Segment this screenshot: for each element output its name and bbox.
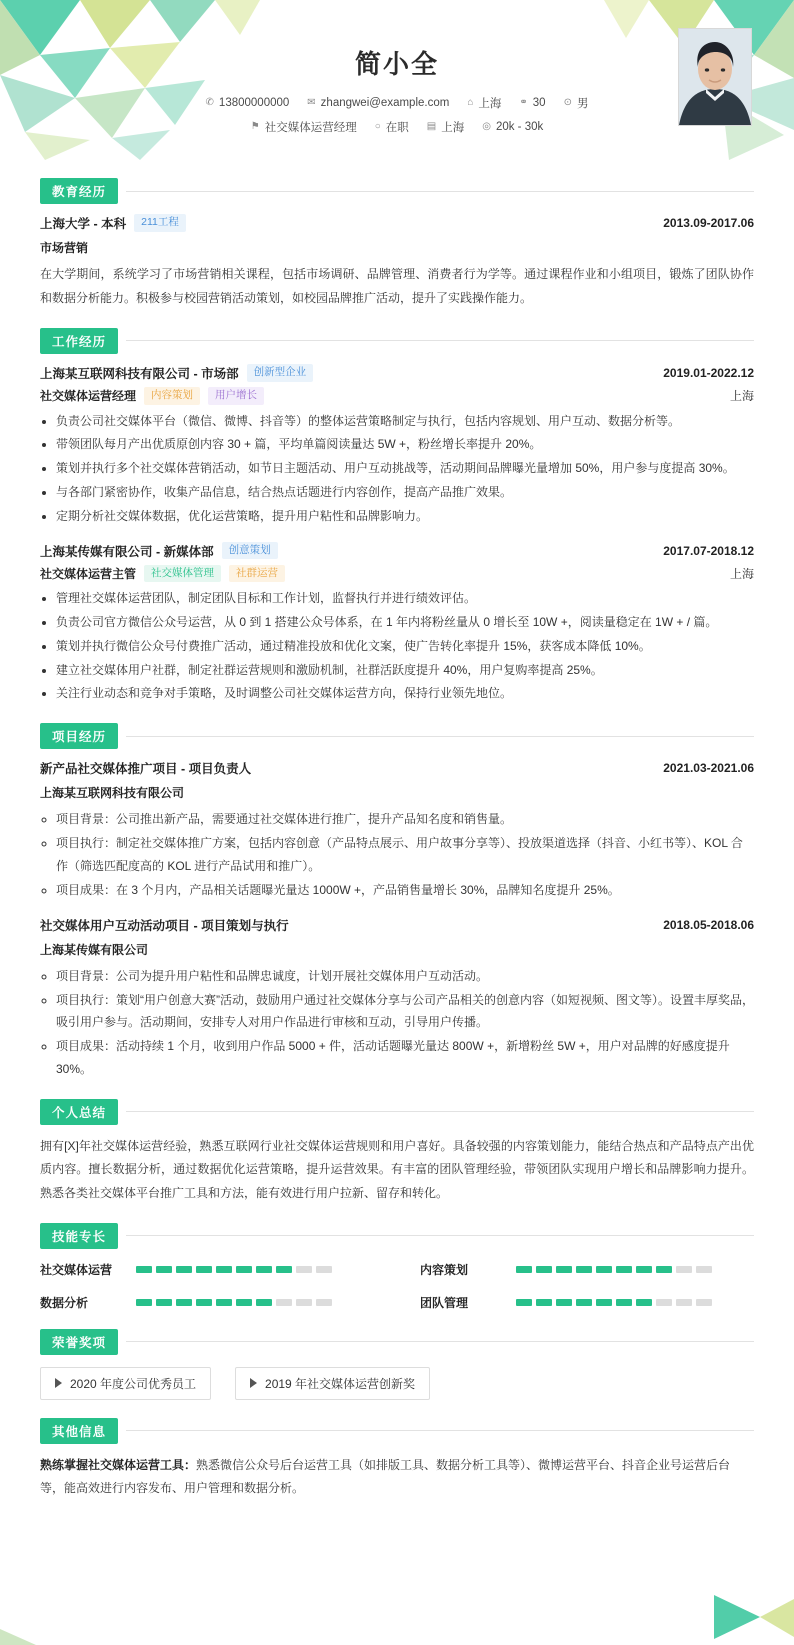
work-company-tag: 创新型企业 <box>247 364 314 382</box>
entry-heading-row <box>40 916 754 934</box>
skill-label: 社交媒体运营 <box>40 1262 113 1277</box>
section-title-project: 项目经历 <box>40 723 118 749</box>
page-title: 简小全 <box>354 49 439 79</box>
other-info-text: 熟悉微信公众号后台运营工具（如排版工具、数据分析工具等）、微博运营平台、抖音企业号运营后台等，能高效进行内容发布、用户管理和数据分析。 <box>40 1457 731 1496</box>
meta-hometown-value: 上海 <box>478 98 502 110</box>
education-major: 市场营销 <box>40 241 89 255</box>
award-label: 2020 年度公司优秀员工 <box>70 1376 197 1391</box>
entry-role-row <box>40 387 754 405</box>
skill-item <box>420 1261 754 1278</box>
section-divider <box>126 1430 754 1431</box>
list-item: • 策划并执行多个社交媒体营销活动，如节日主题活动、用户互动挑战等，活动期间品牌曝光量增加 50%，用户参与度提高 30%。 <box>56 457 754 480</box>
section-title-other: 其他信息 <box>40 1418 118 1444</box>
education-description: 在大学期间，系统学习了市场营销相关课程，包括市场调研、品牌管理、消费者行为学等。通过课程作业和小组项目，锻炼了团队协作和数据分析能力。积极参与校园营销活动策划，如校园品牌推广活动，提升了实践操作能力。 <box>40 267 754 305</box>
section-header-work <box>40 328 754 354</box>
play-triangle-icon <box>55 1378 62 1388</box>
section-title-work: 工作经历 <box>40 328 118 354</box>
work-date: 2017.07-2018.12 <box>663 543 754 558</box>
mail-icon: ✉ <box>307 97 316 108</box>
meta-email <box>307 97 449 109</box>
list-item: • 策划并执行微信公众号付费推广活动，通过精准投放和优化文案，使广告转化率提升 15%，获客成本降低 10%。 <box>56 635 754 658</box>
award-label: 2019 年社交媒体运营创新奖 <box>265 1376 416 1391</box>
work-bullet-list <box>40 410 754 528</box>
work-company-tag: 创意策划 <box>222 542 278 560</box>
work-role: 社交媒体运营主管 <box>40 566 137 581</box>
list-item: • 带领团队每月产出优质原创内容 30 + 篇，平均单篇阅读量达 5W +，粉丝增长率提升 20%。 <box>56 433 754 456</box>
salary-icon: ◎ <box>482 121 491 132</box>
work-company: 上海某互联网科技有限公司 - 市场部 <box>40 366 239 381</box>
status-icon: ○ <box>374 121 381 132</box>
education-entry <box>40 214 754 310</box>
skill-rating-bar <box>516 1299 712 1306</box>
section-divider <box>126 1235 754 1236</box>
resume-content <box>0 178 794 1531</box>
list-item: • 负责公司社交媒体平台（微信、微博、抖音等）的整体运营策略制定与执行，包括内容规划、用户互动、数据分析等。 <box>56 410 754 433</box>
section-title-summary: 个人总结 <box>40 1099 118 1125</box>
meta-hometown <box>467 95 501 111</box>
home-icon: ⌂ <box>467 97 474 108</box>
other-info-label: 熟练掌握社交媒体运营工具： <box>40 1457 197 1472</box>
meta-salary-value: 20k - 30k <box>495 121 544 133</box>
meta-position <box>251 119 357 135</box>
skill-rating-bar <box>136 1266 332 1273</box>
list-item: ◦ 项目成果：在 3 个月内，产品相关话题曝光量达 1000W +，产品销售量增长 30%，品牌知名度提升 25%。 <box>56 879 754 902</box>
contact-meta-row-secondary <box>40 119 754 135</box>
meta-age-value: 30 <box>532 97 546 109</box>
meta-status <box>375 119 409 135</box>
project-company: 上海某互联网科技有限公司 <box>40 786 185 801</box>
city-icon: ▤ <box>426 121 437 132</box>
list-item: • 关注行业动态和竞争对手策略，及时调整公司社交媒体运营方向，保持行业领先地位。 <box>56 682 754 705</box>
other-info-paragraph <box>40 1454 754 1501</box>
list-item: ◦ 项目成果：活动持续 1 个月，收到用户作品 5000 + 件，活动话题曝光量达 800W +，新增粉丝 5W +，用户对品牌的好感度提升 30%。 <box>56 1035 754 1081</box>
briefcase-icon: ⚑ <box>250 121 260 132</box>
entry-heading-row <box>40 759 754 777</box>
meta-gender-value: 男 <box>576 98 589 110</box>
list-item: ◦ 项目执行：制定社交媒体推广方案，包括内容创意（产品特点展示、用户故事分享等）、投放渠道选择（抖音、小红书等）、KOL 合作（筛选匹配度高的 KOL 进行产品试用和推广）。 <box>56 832 754 878</box>
contact-meta-row-primary <box>40 95 754 111</box>
education-school: 上海大学 - 本科 <box>40 217 127 231</box>
entry-heading-left <box>40 364 313 382</box>
skills-grid <box>40 1261 754 1311</box>
work-company: 上海某传媒有限公司 - 新媒体部 <box>40 544 214 559</box>
meta-salary <box>482 121 543 133</box>
section-header-education <box>40 178 754 204</box>
meta-age <box>519 97 545 109</box>
entry-heading-left <box>40 542 278 560</box>
section-header-other <box>40 1418 754 1444</box>
section-education <box>40 178 754 310</box>
footer-decoration <box>0 1585 794 1645</box>
work-date: 2019.01-2022.12 <box>663 365 754 380</box>
project-date: 2018.05-2018.06 <box>663 917 754 932</box>
entry-heading-row <box>40 214 754 232</box>
section-skills <box>40 1223 754 1311</box>
work-bullet-list <box>40 587 754 705</box>
skill-rating-bar <box>136 1299 332 1306</box>
section-divider <box>126 736 754 737</box>
project-bullet-list <box>40 808 754 901</box>
work-role-tag-2: 用户增长 <box>208 387 264 405</box>
portrait-photo-icon <box>679 29 751 125</box>
work-role: 社交媒体运营经理 <box>40 389 137 404</box>
section-header-summary <box>40 1099 754 1125</box>
list-item: ◦ 项目执行：策划“用户创意大赛”活动，鼓励用户通过社交媒体分享与公司产品相关的创意内容（如短视频、图文等）。设置丰厚奖品，吸引用户参与。活动期间，安排专人对用户作品进行审核和互动，引导用户传播。 <box>56 989 754 1035</box>
work-entry <box>40 542 754 706</box>
entry-heading-row <box>40 542 754 560</box>
list-item: • 与各部门紧密协作，收集产品信息，结合热点话题进行内容创作，提高产品推广效果。 <box>56 481 754 504</box>
skill-label: 团队管理 <box>420 1295 469 1310</box>
project-title: 社交媒体用户互动活动项目 - 项目策划与执行 <box>40 918 289 933</box>
skill-rating-bar <box>516 1266 712 1273</box>
entry-role-row <box>40 565 754 583</box>
section-other <box>40 1418 754 1501</box>
section-header-skills <box>40 1223 754 1249</box>
meta-city <box>427 119 464 135</box>
meta-email-value: zhangwei@example.com <box>320 97 450 109</box>
section-work <box>40 328 754 705</box>
meta-city-value: 上海 <box>441 122 465 134</box>
list-item: ◦ 项目背景：公司为提升用户粘性和品牌忠诚度，计划开展社交媒体用户互动活动。 <box>56 965 754 988</box>
meta-phone-value: 13800000000 <box>218 97 290 109</box>
project-entry <box>40 916 754 1081</box>
section-header-project <box>40 723 754 749</box>
list-item: • 定期分析社交媒体数据，优化运营策略，提升用户粘性和品牌影响力。 <box>56 505 754 528</box>
section-awards <box>40 1329 754 1400</box>
education-date: 2013.09-2017.06 <box>663 216 754 230</box>
skill-label: 内容策划 <box>420 1262 469 1277</box>
section-header-awards <box>40 1329 754 1355</box>
list-item: ◦ 项目背景：公司推出新产品，需要通过社交媒体进行推广，提升产品知名度和销售量。 <box>56 808 754 831</box>
work-location: 上海 <box>729 389 754 404</box>
section-title-skills: 技能专长 <box>40 1223 118 1249</box>
project-bullet-list <box>40 965 754 1081</box>
entry-heading-row <box>40 364 754 382</box>
skill-item <box>40 1294 374 1311</box>
award-item <box>235 1367 430 1400</box>
list-item: • 管理社交媒体运营团队，制定团队目标和工作计划，监督执行并进行绩效评估。 <box>56 587 754 610</box>
section-divider <box>126 1341 754 1342</box>
skill-item <box>40 1261 374 1278</box>
work-role-tag-2: 社群运营 <box>229 565 285 583</box>
resume-header <box>0 0 794 160</box>
section-divider <box>126 340 754 341</box>
project-company: 上海某传媒有限公司 <box>40 942 149 957</box>
list-item: • 建立社交媒体用户社群，制定社群运营规则和激励机制，社群活跃度提升 40%，用户复购率提高 25%。 <box>56 659 754 682</box>
education-tag: 211工程 <box>134 214 186 232</box>
entry-heading-left <box>40 214 186 232</box>
work-entry <box>40 364 754 528</box>
gender-icon: ⊙ <box>563 97 572 108</box>
skill-item <box>420 1294 754 1311</box>
awards-list <box>40 1367 754 1400</box>
section-divider <box>126 1111 754 1112</box>
meta-position-value: 社交媒体运营经理 <box>264 122 357 134</box>
work-role-tag-1: 社交媒体管理 <box>144 565 221 583</box>
entry-role-left <box>40 387 264 405</box>
section-project <box>40 723 754 1081</box>
section-divider <box>126 191 754 192</box>
summary-text: 拥有[X]年社交媒体运营经验，熟悉互联网行业社交媒体运营规则和用户喜好。具备较强的内容策划能力，能结合热点和产品特点产出优质内容。擅长数据分析，通过数据优化运营策略，提升运营效果。有丰富的团队管理经验，带领团队实现用户增长和品牌影响力提升。熟悉各类社交媒体平台推广工具和方法，能有效进行用户拉新、留存和转化。 <box>40 1138 754 1200</box>
section-summary <box>40 1099 754 1205</box>
phone-icon: ✆ <box>205 97 214 108</box>
award-item <box>40 1367 211 1400</box>
meta-status-value: 在职 <box>385 122 409 134</box>
project-title: 新产品社交媒体推广项目 - 项目负责人 <box>40 762 252 777</box>
avatar <box>678 28 752 126</box>
user-icon: ⚭ <box>519 97 528 108</box>
skill-label: 数据分析 <box>40 1295 89 1310</box>
work-role-tag-1: 内容策划 <box>144 387 200 405</box>
project-date: 2021.03-2021.06 <box>663 761 754 776</box>
play-triangle-icon <box>250 1378 257 1388</box>
section-title-awards: 荣誉奖项 <box>40 1329 118 1355</box>
meta-gender <box>564 95 589 111</box>
section-title-education: 教育经历 <box>40 178 118 204</box>
meta-phone <box>206 97 290 109</box>
entry-role-left <box>40 565 285 583</box>
project-entry <box>40 759 754 901</box>
work-location: 上海 <box>729 566 754 581</box>
list-item: • 负责公司官方微信公众号运营，从 0 到 1 搭建公众号体系，在 1 年内将粉丝量从 0 增长至 10W +，阅读量稳定在 1W + / 篇。 <box>56 611 754 634</box>
